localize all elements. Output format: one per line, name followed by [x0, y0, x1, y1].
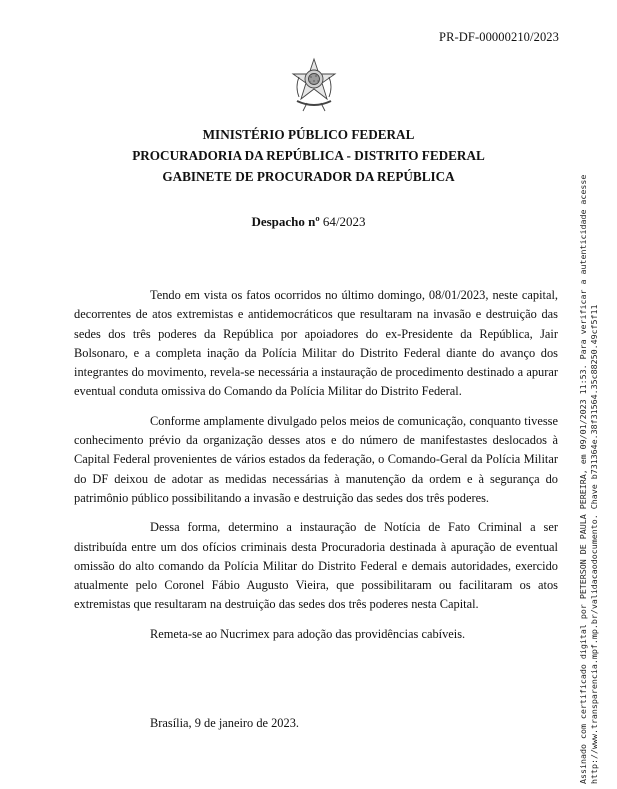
paragraph-3: Dessa forma, determino a instauração de Notícia de Fato Criminal a ser distribuída entre um dos ofícios criminais desta Procuradoria destinada à apuração de eventual omissão do alto comando da Polícia Militar do Distrito Federal e demais autoridades, exercido atualmente pelo Coronel Fábio Augusto Vieira, que possibilitaram ou facilitaram os atos extremistas que resultaram na destruição das sedes dos três poderes nesta Capital.: [74, 520, 558, 612]
paragraph-1: Tendo em vista os fatos ocorridos no último domingo, 08/01/2023, neste capital, decorrentes de atos extremistas e antidemocráticos que resultaram na invasão e destruição das sedes dos três poderes da República por apoiadores do ex-Presidente da República, Jair Bolsonaro, e a completa inação da Polícia Militar do Distrito Federal diante do avanço dos integrantes do movimento, revela-se necessária a instauração de procedimento destinado a apurar eventual conduta omissiva do Comando da Polícia Militar do Distrito Federal.: [74, 288, 558, 399]
despacho-title: [0, 214, 617, 230]
header-line-ministry: MINISTÉRIO PÚBLICO FEDERAL: [202, 127, 415, 142]
institution-header: [0, 124, 617, 187]
dateline: Brasília, 9 de janeiro de 2023.: [150, 716, 299, 730]
document-number: PR-DF-00000210/2023: [439, 30, 559, 44]
signature-notice-line-1: Assinado com certificado digital por PETERSON DE PAULA PEREIRA, em 09/01/2023 11:53. Para verificar a autenticidade acesse: [578, 174, 588, 784]
header-line-procuradoria: PROCURADORIA DA REPÚBLICA - DISTRITO FEDERAL: [132, 148, 485, 163]
paragraph-2: Conforme amplamente divulgado pelos meios de comunicação, conquanto tivesse conhecimento prévio da organização desses atos e do número de manifestastes deslocados à Capital Federal provenientes de vários estados da federação, o Comando-Geral da Polícia Militar do DF deixou de adotar as medidas necessárias à manutenção da ordem e à segurança do patrimônio público possibilitando a invasão e destruição das sedes dos três poderes.: [74, 413, 558, 505]
signature-notice-line-2: http://www.transparencia.mpf.mp.br/validacaodocumento. Chave b731364e.38f31564.35c88250.49cf5f11: [589, 304, 599, 784]
document-body: [74, 286, 558, 654]
paragraph-4: Remeta-se ao Nucrimex para adoção das providências cabíveis.: [150, 626, 466, 641]
despacho-number: 64/2023: [319, 214, 366, 229]
signature-notice: [578, 160, 617, 784]
coat-of-arms-icon: [289, 57, 339, 113]
despacho-label: Despacho nº: [251, 214, 320, 229]
header-line-gabinete: GABINETE DE PROCURADOR DA REPÚBLICA: [162, 169, 455, 184]
